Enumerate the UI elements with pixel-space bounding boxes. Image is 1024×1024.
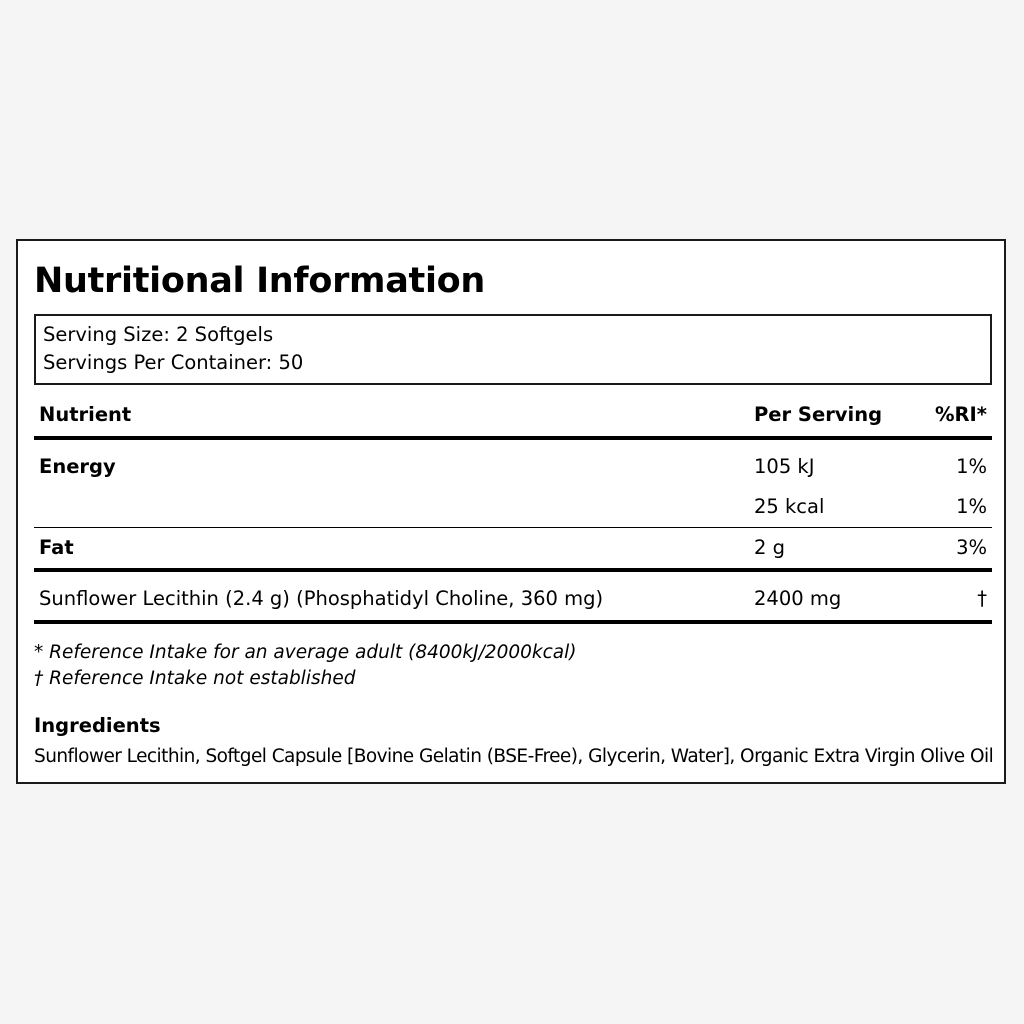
ingredients-text: Sunflower Lecithin, Softgel Capsule [Bovine Gelatin (BSE-Free), Glycerin, Water], Organic Extra Virgin Olive Oil (34, 746, 994, 767)
header-per-serving: Per Serving (754, 403, 883, 426)
row-divider (34, 527, 992, 528)
footnote-ri-not-established: † Reference Intake not established (34, 668, 356, 689)
nutrition-panel (16, 239, 1006, 784)
row-divider (34, 568, 992, 572)
ri-value: 1% (956, 495, 987, 518)
nutrient-name: Fat (39, 536, 74, 559)
header-ri: %RI* (934, 403, 987, 426)
table-bottom-divider (34, 620, 992, 624)
per-serving-value: 105 kJ (754, 455, 815, 478)
header-divider (34, 436, 992, 440)
ri-value: 3% (956, 536, 987, 559)
servings-per-container: Servings Per Container: 50 (43, 351, 304, 374)
serving-info-box (34, 314, 992, 385)
serving-size: Serving Size: 2 Softgels (43, 323, 274, 346)
ingredients-heading: Ingredients (34, 714, 161, 737)
nutrient-name: Energy (39, 455, 116, 478)
ri-value: † (977, 587, 987, 610)
per-serving-value: 2 g (754, 536, 785, 559)
per-serving-value: 25 kcal (754, 495, 825, 518)
footnote-ri-adult: * Reference Intake for an average adult (8400kJ/2000kcal) (34, 642, 577, 663)
per-serving-value: 2400 mg (754, 587, 842, 610)
header-nutrient: Nutrient (39, 403, 132, 426)
page-title: Nutritional Information (34, 261, 486, 301)
ri-value: 1% (956, 455, 987, 478)
nutrient-name: Sunflower Lecithin (2.4 g) (Phosphatidyl Choline, 360 mg) (39, 587, 604, 610)
